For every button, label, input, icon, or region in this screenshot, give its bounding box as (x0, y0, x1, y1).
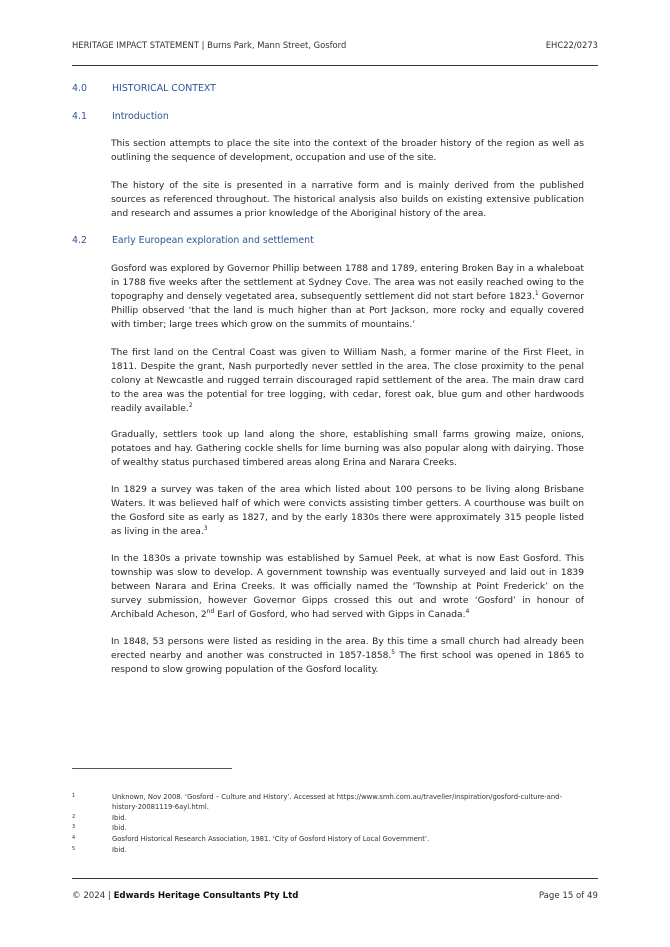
footer-rule (72, 878, 598, 879)
section-heading-4-2 (72, 235, 314, 246)
footnote-text: Ibid. (112, 846, 127, 854)
footnote-number: 2 (72, 814, 76, 820)
footnote-ref: 4 (465, 607, 470, 615)
footnote (72, 845, 584, 855)
footer-copyright (72, 891, 298, 901)
paragraph (111, 552, 584, 622)
paragraph (111, 179, 584, 221)
copyright-text: © 2024 | (72, 891, 111, 901)
footnote-text: Unknown, Nov 2008. ‘Gosford – Culture and History’. Accessed at https://www.smh.com.au/traveller/inspiration/gosford-culture-and-history-20081119-6ayl.html. (112, 793, 562, 811)
footnote-number: 3 (72, 824, 76, 830)
paragraph-text: In 1829 a survey was taken of the area which listed about 100 persons to be living along Brisbane Waters. It was believed half of which were convicts assisting timber getters. A courthouse was built on the Gosford site as early as 1827, and by the early 1830s there were approximately 315 people listed as living in the area. (111, 485, 584, 537)
section-title: HISTORICAL CONTEXT (112, 83, 216, 94)
paragraph-text: In 1848, 53 persons were listed as residing in the area. By this time a small church had already been erected nearby and another was constructed in 1857-1858. (111, 637, 584, 661)
paragraph (111, 137, 584, 165)
header-title: HERITAGE IMPACT STATEMENT | Burns Park, Mann Street, Gosford (72, 40, 347, 50)
footnote-number: 4 (72, 835, 76, 841)
paragraph-text: Gosford was explored by Governor Phillip between 1788 and 1789, entering Broken Bay in a whaleboat in 1788 five weeks after the settlement at Sydney Cove. The area was not easily reached owing to the topography and densely vegetated area, subsequently settlement did not start before 1823. (111, 264, 584, 302)
page-number: Page 15 of 49 (538, 891, 598, 901)
paragraph (111, 635, 584, 677)
footnote (72, 834, 584, 844)
header-reference: EHC22/0273 (545, 40, 598, 50)
page-footer (72, 891, 598, 901)
footnote-number: 1 (72, 793, 76, 799)
section-heading-4-0 (72, 83, 216, 94)
paragraph-text: Earl of Gosford, who had served with Gipps in Canada. (214, 610, 466, 620)
ordinal-suffix: nd (206, 607, 215, 615)
section-title: Introduction (112, 111, 169, 122)
section-heading-4-1 (72, 111, 169, 122)
paragraph-text: The first land on the Central Coast was given to William Nash, a former marine of the First Fleet, in 1811. Despite the grant, Nash purportedly never settled in the area. The close proximity to the penal colony at Newcastle and rugged terrain discouraged rapid settlement of the area. The main draw card to the area was the potential for tree logging, with cedar, forest oak, blue gum and other hardwoods readily available. (111, 348, 584, 414)
paragraph (111, 483, 584, 539)
paragraph (111, 428, 584, 470)
footnote (72, 823, 584, 833)
footnote-ref: 3 (203, 524, 208, 532)
paragraph-text: Governor Phillip observed ‘that the land is much higher than at Port Jackson, more rocky and equally covered with timber; large trees which grow on the summits of mountains.’ (111, 292, 584, 330)
section-number: 4.2 (72, 235, 87, 246)
paragraph-text: The history of the site is presented in a narrative form and is mainly derived from the published sources as referenced throughout. The historical analysis also builds on existing extensive publication and research and assumes a prior knowledge of the Aboriginal history of the area. (111, 181, 584, 219)
header-rule (72, 65, 598, 66)
section-number: 4.0 (72, 83, 87, 94)
footnote-number: 5 (72, 846, 76, 852)
footnote-text: Ibid. (112, 824, 127, 832)
paragraph (111, 346, 584, 416)
footnote (72, 813, 584, 823)
footnote-text: Ibid. (112, 814, 127, 822)
footnote-separator (72, 768, 232, 769)
footnote-text: Gosford Historical Research Association, 1981. ‘City of Gosford History of Local Government’. (112, 835, 430, 843)
section-title: Early European exploration and settlement (112, 235, 314, 246)
section-number: 4.1 (72, 111, 87, 122)
footnote-ref: 2 (188, 401, 193, 409)
paragraph-text: Gradually, settlers took up land along the shore, establishing small farms growing maize, onions, potatoes and hay. Gathering cockle shells for lime burning was also popular along with dairying. Those of wealthy status purchased timbered areas along Erina and Narara Creeks. (111, 430, 584, 468)
footnote-ref: 1 (534, 289, 539, 297)
footnote (72, 792, 584, 812)
paragraph (111, 262, 584, 332)
paragraph-text: This section attempts to place the site into the context of the broader history of the region as well as outlining the sequence of development, occupation and use of the site. (111, 139, 584, 163)
company-name: Edwards Heritage Consultants Pty Ltd (113, 891, 299, 901)
paragraph-text: The first school was opened in 1865 to respond to slow growing population of the Gosford locality. (111, 651, 584, 675)
paragraph-text: In the 1830s a private township was established by Samuel Peek, at what is now East Gosford. This township was slow to develop. A government township was eventually surveyed and laid out in 1839 between Narara and Erina Creeks. It was officially named the ‘Township at Point Frederick’ on the survey submission, however Governor Gipps crossed this out and wrote ‘Gosford’ in honour of Archibald Acheson, 2 (111, 554, 584, 620)
page-header (72, 40, 598, 50)
footnote-ref: 5 (391, 648, 396, 656)
